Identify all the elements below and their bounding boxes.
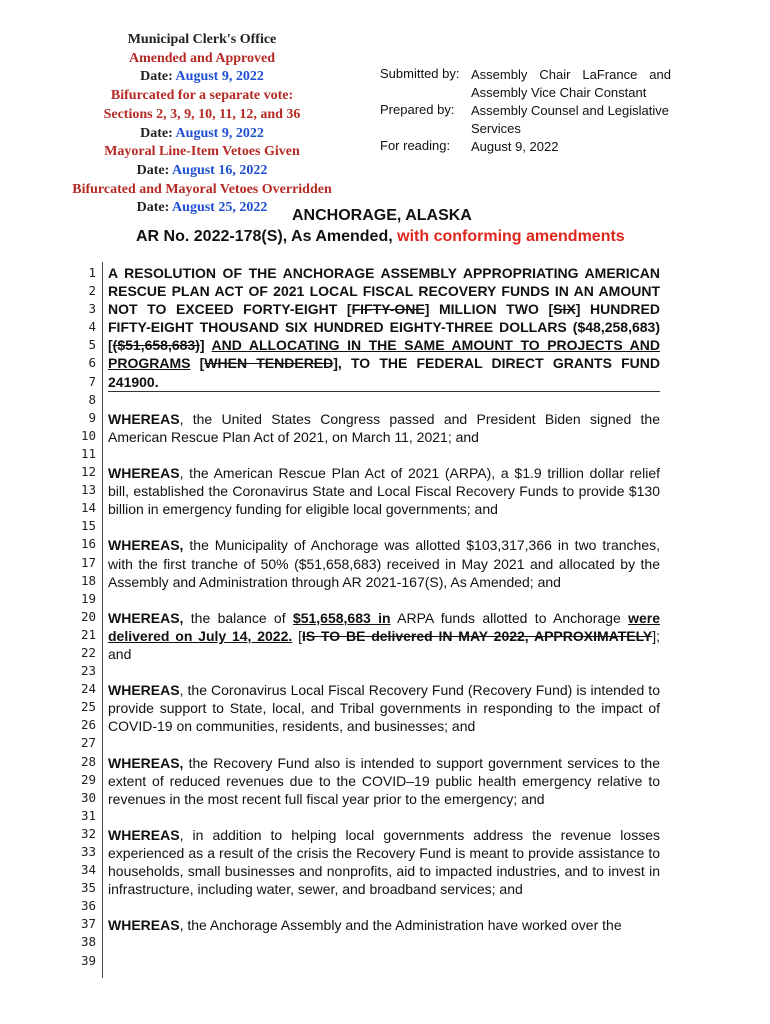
clause-text: , the Coronavirus Local Fiscal Recovery Fund (Recovery Fund) is intended to provide support to State, local, and Tribal governments in responding to the impact of COVID-19 on communities, residents, and businesses; and: [108, 682, 660, 735]
line-number: 25: [80, 699, 96, 715]
approval-date: August 9, 2022: [175, 69, 264, 85]
line-number: 35: [80, 880, 96, 896]
clause-text: ARPA funds allotted to Anchorage: [390, 609, 629, 626]
line-number: 6: [88, 355, 96, 371]
vetoes-date-line: [64, 162, 340, 181]
line-number: 1: [88, 265, 96, 280]
line-number: 39: [80, 952, 96, 968]
res-text-6: ], TO THE FEDERAL DIRECT GRANTS FUND 241900.: [108, 355, 660, 390]
line-number: 19: [80, 590, 96, 606]
line-number: 22: [80, 644, 96, 660]
line-number: 21: [80, 626, 96, 642]
line-number: 14: [80, 500, 96, 516]
line-number: 9: [88, 409, 96, 425]
prepared-row: [380, 102, 671, 138]
line-number: 20: [80, 608, 96, 624]
line-number: 28: [80, 753, 96, 769]
line-number: 15: [80, 518, 96, 534]
line-number: 18: [80, 572, 96, 588]
whereas-clause-5: [108, 681, 660, 735]
submitted-value: Assembly Chair LaFrance and Assembly Vice Chair Constant: [471, 67, 671, 100]
whereas-label: WHEREAS: [108, 917, 180, 934]
line-number: 24: [80, 681, 96, 697]
line-number: 10: [80, 427, 96, 443]
whereas-label: WHEREAS: [108, 682, 180, 699]
clause-text: the Municipality of Anchorage was allotted $103,317,366 in two tranches, with the first tranche of 50% ($51,658,683) received in May 2021 and allocated by the Assembly and Administration through AR 2021-167(S), As Amended; and: [108, 537, 660, 590]
res-underline-1: AND ALLOCATING IN THE SAME AMOUNT TO PROJECTS AND PROGRAMS: [108, 337, 660, 372]
whereas-label: WHEREAS: [108, 826, 180, 843]
whereas-clause-2: [108, 464, 660, 518]
vetoes-date: August 16, 2022: [172, 162, 268, 178]
line-number: 26: [80, 717, 96, 733]
clause-text: , the United States Congress passed and President Biden signed the American Rescue Plan Act of 2021, on March 11, 2021; and: [108, 410, 660, 445]
line-number: 33: [80, 844, 96, 859]
clerk-stamp-block: [64, 31, 340, 218]
clerk-office: Municipal Clerk's Office: [127, 32, 277, 47]
clause-text: ]; and: [108, 627, 660, 662]
line-number: 27: [80, 735, 96, 751]
res-text-2: ] MILLION TWO [: [424, 301, 554, 318]
line-number: 13: [80, 482, 96, 498]
resolution-title: [108, 264, 660, 392]
whereas-label: WHEREAS,: [108, 754, 184, 771]
line-number: 4: [88, 319, 96, 335]
line-number: 2: [88, 283, 96, 299]
approval-date-line: [64, 68, 340, 87]
resolution-body: [108, 264, 660, 953]
line-number: 16: [80, 536, 96, 552]
clause-text: the Recovery Fund also is intended to support government services to the extent of reduced revenues due to the COVID–19 public health emergency relative to revenues in the most recent full fiscal year prior to the emergency; and: [108, 754, 660, 807]
res-text-1: A RESOLUTION OF THE ANCHORAGE ASSEMBLY APPROPRIATING AMERICAN RESCUE PLAN ACT OF 2021 LOCAL FISCAL RECOVERY FUNDS IN AN AMOUNT NOT TO EXCEED FORTY-EIGHT [: [108, 265, 660, 318]
whereas-clause-1: [108, 410, 660, 446]
date-label: Date:: [140, 69, 173, 85]
clause-text: , the Anchorage Assembly and the Administration have worked over the: [179, 917, 622, 934]
whereas-clause-8: [108, 916, 660, 934]
amendment-note: with conforming amendments: [397, 228, 625, 245]
prepared-label: Prepared by:: [380, 102, 455, 117]
bifurcated-vote-note: Bifurcated for a separate vote:: [110, 88, 294, 104]
whereas-label: WHEREAS: [108, 410, 180, 427]
res-text-3: ] HUNDRED FIFTY-EIGHT THOUSAND SIX HUNDRED EIGHTY-THREE DOLLARS ($48,258,683) [: [108, 301, 660, 354]
prepared-value: Assembly Counsel and Legislative Services: [471, 103, 669, 136]
line-number: 38: [80, 934, 96, 950]
date-label: Date:: [136, 200, 170, 216]
clause-strike: IS TO BE delivered IN MAY 2022, APPROXIMATELY: [301, 627, 653, 644]
res-text-5: [: [190, 355, 205, 372]
line-number: 37: [80, 916, 96, 932]
vetoes-given-note: Mayoral Line-Item Vetoes Given: [104, 144, 300, 160]
submitted-row: [380, 66, 671, 102]
overridden-date: August 25, 2022: [172, 200, 268, 216]
line-number: 31: [80, 807, 96, 823]
clause-text: the balance of: [183, 609, 293, 626]
line-number: 8: [88, 391, 96, 407]
ar-number-heading: [136, 228, 625, 246]
res-strike-1: FIFTY-ONE: [351, 301, 425, 318]
clause-underline: were delivered on July 14, 2022.: [108, 609, 660, 644]
approval-status: Amended and Approved: [128, 50, 275, 66]
whereas-label: WHEREAS: [108, 465, 180, 482]
clause-amount: $51,658,683 in: [292, 609, 391, 626]
line-number: 34: [80, 862, 96, 878]
line-number: 30: [80, 789, 96, 805]
line-number: 23: [80, 663, 96, 679]
res-text-4: ]: [199, 337, 212, 354]
date-label: Date:: [140, 125, 173, 141]
date-label: Date:: [136, 162, 170, 178]
reading-row: [380, 138, 671, 156]
whereas-clause-3: [108, 536, 660, 590]
reading-label: For reading:: [380, 138, 451, 153]
line-numbers: [58, 264, 96, 970]
whereas-label: WHEREAS,: [108, 537, 184, 554]
city-heading: ANCHORAGE, ALASKA: [292, 207, 472, 224]
whereas-clause-4: [108, 609, 660, 663]
submitted-label: Submitted by:: [380, 66, 460, 81]
line-number: 7: [88, 373, 96, 389]
line-number: 11: [80, 445, 96, 461]
clause-text: , the American Rescue Plan Act of 2021 (ARPA), a $1.9 trillion dollar relief bill, established the Coronavirus State and Local Fiscal Recovery Funds to provide $130 billion in emergency funding for eligible local governments; and: [108, 465, 660, 518]
line-number: 17: [80, 554, 96, 570]
res-strike-4: WHEN TENDERED: [204, 355, 334, 372]
res-strike-3: ($51,658,683): [112, 337, 200, 354]
clause-text: , in addition to helping local governments address the revenue losses experienced as a result of the crisis the Recovery Fund is meant to provide assistance to households, small businesses and nonprofits, aid to impacted industries, and to invest in infrastructure, including water, sewer, and broadband services; and: [108, 826, 660, 898]
bifurcated-sections: Sections 2, 3, 9, 10, 11, 12, and 36: [103, 106, 301, 122]
bifurcated-date-line: [64, 125, 340, 144]
clause-text: [: [292, 627, 302, 644]
line-number: 32: [80, 825, 96, 841]
line-number-rule: [102, 262, 103, 978]
ar-number: AR No. 2022-178(S), As Amended,: [136, 228, 393, 245]
line-number: 5: [88, 337, 96, 353]
vetoes-overridden-note: Bifurcated and Mayoral Vetoes Overridden: [72, 181, 332, 197]
res-strike-2: SIX: [553, 301, 576, 318]
line-number: 12: [80, 464, 96, 480]
submission-meta: [380, 66, 671, 156]
line-number: 36: [80, 898, 96, 914]
reading-value: August 9, 2022: [471, 139, 559, 154]
bifurcated-date: August 9, 2022: [175, 125, 264, 141]
line-number: 3: [88, 301, 96, 317]
whereas-clause-7: [108, 826, 660, 898]
whereas-label: WHEREAS,: [108, 609, 184, 626]
line-number: 29: [80, 771, 96, 787]
whereas-clause-6: [108, 754, 660, 808]
